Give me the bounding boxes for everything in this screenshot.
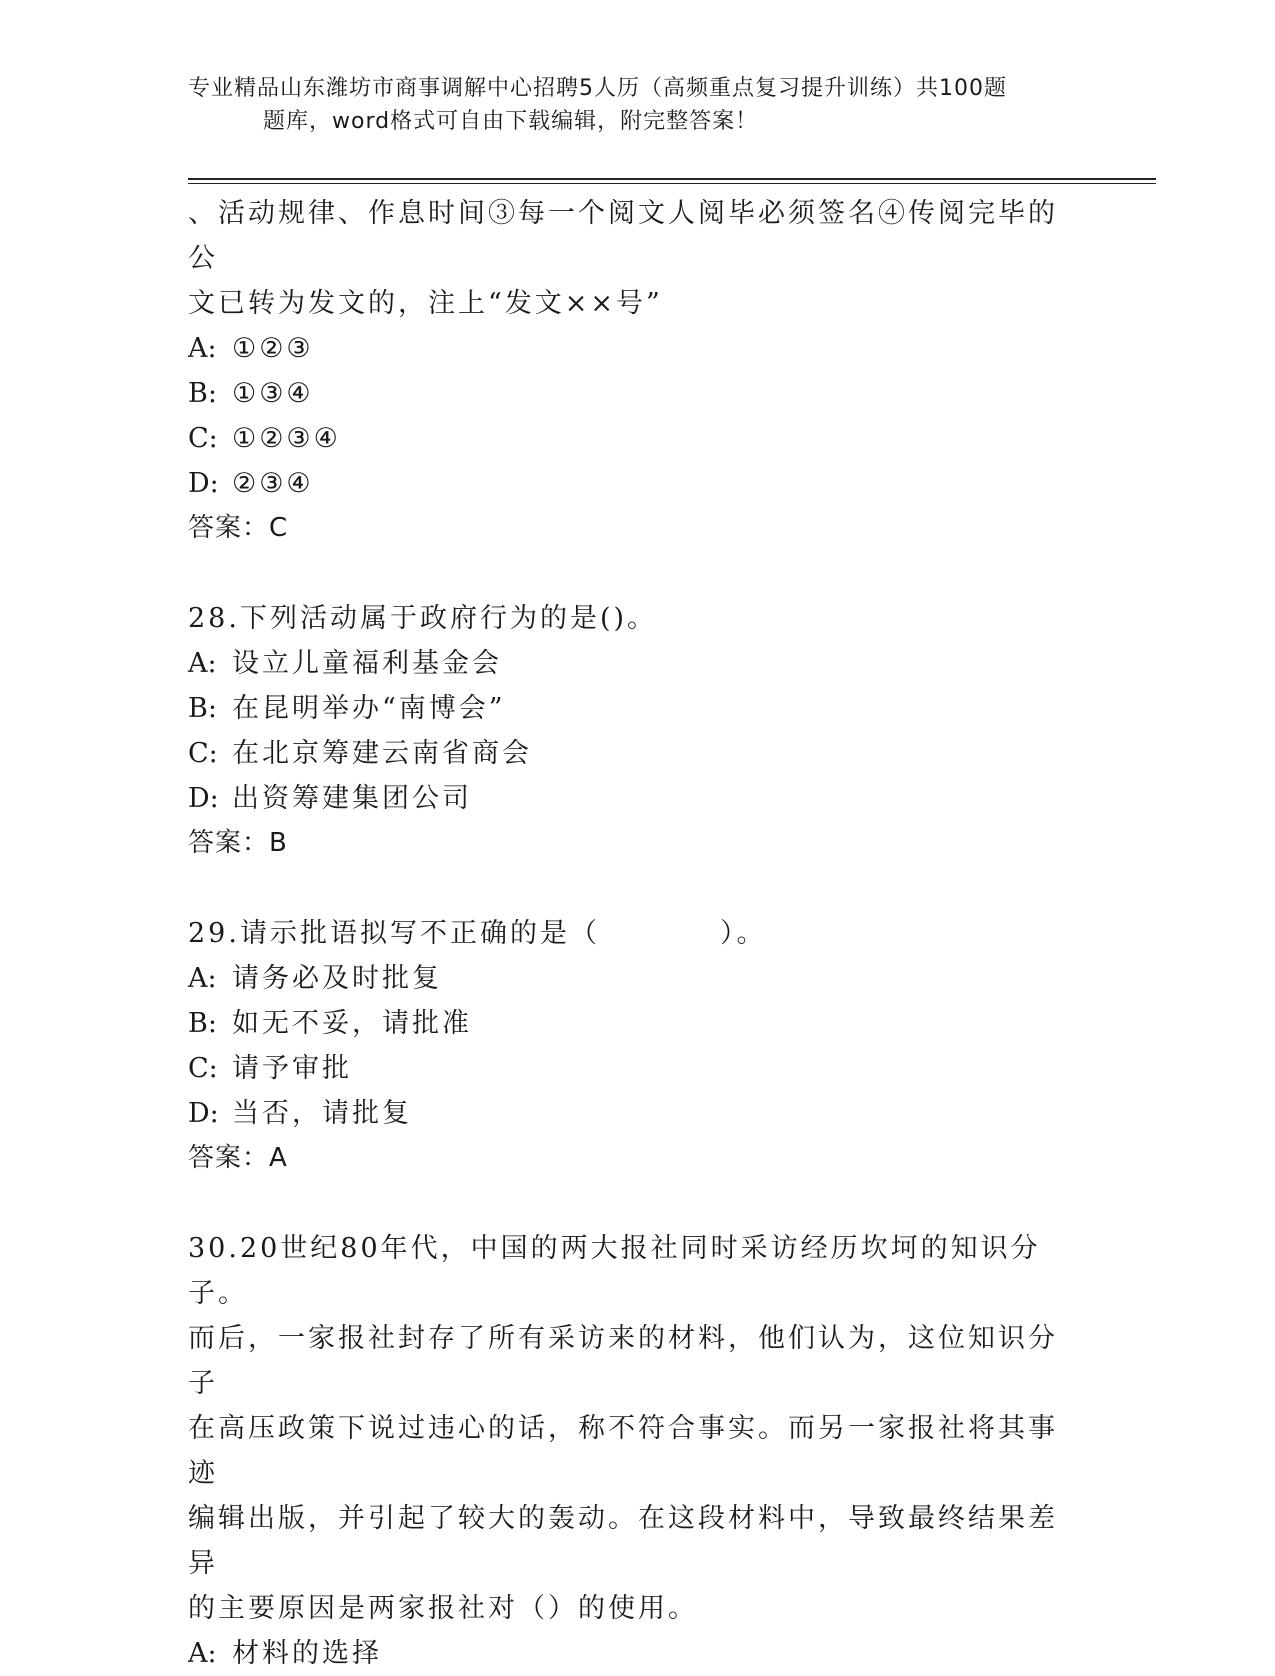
option-a (188, 956, 1068, 1001)
option-b (188, 1001, 1068, 1046)
option-b (188, 371, 1068, 416)
option-label: A: (188, 333, 217, 364)
answer-line: 答案：C (188, 513, 289, 543)
option-c (188, 416, 1068, 461)
question-text-line: 编辑出版，并引起了较大的轰动。在这段材料中，导致最终结果差异 (188, 1503, 1058, 1579)
question-text (188, 911, 1068, 956)
option-text: ①③④ (232, 378, 314, 409)
option-a (188, 326, 1068, 371)
option-label: A: (188, 1638, 217, 1669)
option-text: 设立儿童福利基金会 (232, 648, 502, 679)
option-d (188, 1091, 1068, 1136)
option-text: 请予审批 (232, 1053, 352, 1084)
option-text: 当否，请批复 (232, 1098, 412, 1129)
question-text-line: 文已转为发文的，注上“发文××号” (188, 288, 663, 319)
header-rule-thick (188, 178, 1156, 180)
question-27-continuation (188, 191, 1068, 551)
option-text: 在昆明举办“南博会” (232, 693, 506, 724)
option-label: A: (188, 648, 217, 679)
option-text: 在北京筹建云南省商会 (232, 738, 532, 769)
question-text: 28.下列活动属于政府行为的是()。 (188, 603, 658, 634)
question-text-line: 、活动规律、作息时间③每一个阅文人阅毕必须签名④传阅完毕的公 (188, 198, 1058, 274)
option-text: ①②③④ (232, 423, 341, 454)
option-text: ②③④ (232, 468, 314, 499)
header-title-line2: 题库，word格式可自由下载编辑，附完整答案！ (263, 109, 759, 134)
header-rule-thin (188, 183, 1156, 184)
question-29 (188, 911, 1068, 1181)
question-text-line: 30.20世纪80年代，中国的两大报社同时采访经历坎坷的知识分子。 (188, 1233, 1041, 1309)
option-a (188, 641, 1068, 686)
option-text: ①②③ (232, 333, 314, 364)
option-a (188, 1631, 1068, 1676)
question-text-line: 在高压政策下说过违心的话，称不符合事实。而另一家报社将其事迹 (188, 1413, 1058, 1489)
question-text-start: 29.请示批语拟写不正确的是（ (188, 918, 600, 949)
option-label: B: (188, 693, 217, 724)
option-label: B: (188, 1008, 217, 1039)
option-label: C: (188, 423, 218, 454)
option-d (188, 461, 1068, 506)
option-text: 如无不妥，请批准 (232, 1008, 472, 1039)
option-text: 材料的选择 (232, 1638, 382, 1669)
option-label: C: (188, 1053, 218, 1084)
answer-line: 答案：A (188, 1143, 288, 1173)
option-c (188, 731, 1068, 776)
question-28 (188, 596, 1068, 866)
option-label: D: (188, 468, 219, 499)
option-text: 出资筹建集团公司 (232, 783, 472, 814)
option-label: D: (188, 1098, 219, 1129)
option-label: C: (188, 738, 218, 769)
option-text: 请务必及时批复 (232, 963, 442, 994)
option-label: D: (188, 783, 219, 814)
option-d (188, 776, 1068, 821)
option-label: A: (188, 963, 217, 994)
question-text-line: 的主要原因是两家报社对（）的使用。 (188, 1593, 698, 1624)
document-header (188, 72, 1088, 138)
question-content (188, 191, 1068, 1676)
question-text-end: ）。 (719, 918, 767, 949)
option-label: B: (188, 378, 217, 409)
question-text-line: 而后，一家报社封存了所有采访来的材料，他们认为，这位知识分子 (188, 1323, 1058, 1399)
option-b (188, 686, 1068, 731)
option-c (188, 1046, 1068, 1091)
answer-line: 答案：B (188, 828, 288, 858)
header-title-line1: 专业精品山东潍坊市商事调解中心招聘5人历（高频重点复习提升训练）共100题 (188, 76, 1007, 101)
question-30 (188, 1226, 1068, 1676)
